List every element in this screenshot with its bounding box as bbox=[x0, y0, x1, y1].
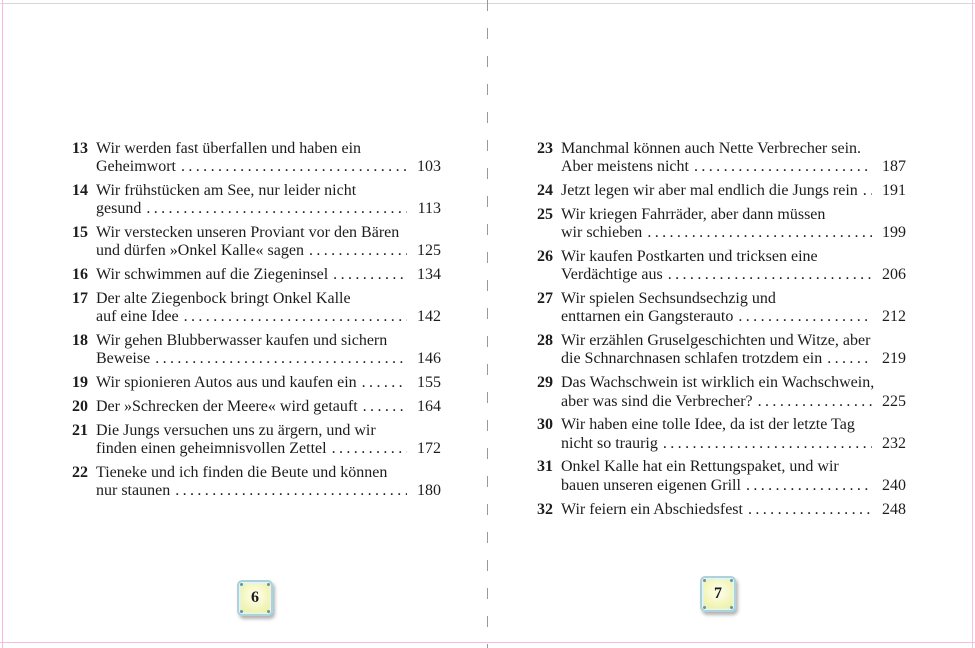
crop-line-right bbox=[972, 0, 973, 648]
chapter-title-line: nur staunen bbox=[96, 482, 171, 500]
toc-column-right bbox=[532, 140, 906, 524]
toc-entry bbox=[67, 398, 441, 416]
page-reference: 191 bbox=[882, 182, 906, 200]
toc-entry bbox=[532, 416, 906, 453]
page-reference: 240 bbox=[882, 476, 906, 494]
chapter-title-line: Wir frühstücken am See, nur leider nicht bbox=[96, 182, 357, 200]
toc-entry-body bbox=[561, 332, 906, 369]
chapter-title-line: auf eine Idee bbox=[96, 308, 179, 326]
toc-entry-body bbox=[561, 140, 906, 177]
chapter-title-line: Wir gehen Blubberwasser kaufen und sichern bbox=[96, 332, 388, 350]
toc-entry-body bbox=[561, 182, 906, 200]
toc-entry-last-line bbox=[561, 393, 906, 411]
dot-leader bbox=[668, 266, 872, 284]
dot-leader bbox=[647, 224, 872, 242]
toc-entry-body bbox=[96, 464, 441, 501]
toc-entry-body bbox=[96, 182, 441, 219]
toc-entry-last-line bbox=[96, 158, 441, 176]
toc-entry-body bbox=[96, 332, 441, 369]
chapter-title-line: Wir erzählen Gruselgeschichten und Witze, aber bbox=[561, 332, 871, 350]
chapter-title-line: enttarnen ein Gangsterauto bbox=[561, 308, 734, 326]
toc-entry bbox=[67, 332, 441, 369]
toc-entry-last-line bbox=[96, 350, 441, 368]
toc-entry bbox=[532, 206, 906, 243]
toc-entry bbox=[67, 464, 441, 501]
dot-leader bbox=[663, 435, 872, 453]
chapter-number: 26 bbox=[537, 247, 553, 265]
toc-entry-body bbox=[561, 248, 906, 285]
chapter-number: 28 bbox=[537, 332, 553, 350]
chapter-title-line: Onkel Kalle hat ein Rettungspaket, und wir bbox=[561, 458, 839, 476]
dot-leader bbox=[332, 440, 407, 458]
page-reference: 134 bbox=[417, 266, 441, 284]
toc-entry-body bbox=[96, 398, 441, 416]
chapter-title-line: Der »Schrecken der Meere« wird getauft bbox=[96, 398, 358, 416]
chapter-number: 23 bbox=[537, 140, 553, 157]
toc-entry-last-line bbox=[96, 266, 441, 284]
toc-entry-last-line bbox=[561, 477, 906, 495]
chapter-title-line: finden einen geheimnisvollen Zettel bbox=[96, 440, 327, 458]
folio-number: 7 bbox=[714, 585, 722, 602]
chapter-number: 19 bbox=[72, 374, 88, 392]
toc-entry-body bbox=[96, 224, 441, 261]
chapter-title-line: Geheimwort bbox=[96, 158, 176, 176]
dot-leader bbox=[181, 158, 407, 176]
chapter-number: 31 bbox=[537, 458, 553, 476]
toc-entry bbox=[532, 290, 906, 327]
toc-entry bbox=[532, 140, 906, 177]
chapter-title-line: Wir kaufen Postkarten und tricksen eine bbox=[561, 247, 818, 265]
dot-leader bbox=[827, 350, 872, 368]
trim-line-bottom bbox=[0, 642, 975, 643]
page-reference: 206 bbox=[882, 266, 906, 284]
toc-entry bbox=[67, 224, 441, 261]
page-reference: 142 bbox=[417, 308, 441, 326]
page-reference: 232 bbox=[882, 434, 906, 452]
toc-entry-body bbox=[561, 416, 906, 453]
dot-leader bbox=[748, 501, 872, 519]
dot-leader bbox=[309, 242, 407, 260]
chapter-title-line: aber was sind die Verbrecher? bbox=[561, 392, 753, 410]
toc-entry bbox=[67, 374, 441, 392]
toc-entry-body bbox=[561, 458, 906, 495]
trim-line-top bbox=[0, 3, 975, 4]
dot-leader bbox=[184, 308, 407, 326]
page-reference: 199 bbox=[882, 224, 906, 242]
chapter-number: 20 bbox=[72, 398, 88, 416]
dot-leader bbox=[362, 374, 407, 392]
dot-leader bbox=[333, 266, 407, 284]
chapter-number: 15 bbox=[72, 224, 88, 242]
toc-entry bbox=[532, 374, 906, 411]
toc-entry bbox=[532, 248, 906, 285]
folio-badge-left bbox=[237, 580, 273, 616]
toc-entry bbox=[532, 501, 906, 519]
toc-entry-last-line bbox=[96, 440, 441, 458]
toc-entry-last-line bbox=[561, 350, 906, 368]
dot-leader bbox=[694, 158, 872, 176]
chapter-title-line: und dürfen »Onkel Kalle« sagen bbox=[96, 242, 304, 260]
toc-entry bbox=[532, 332, 906, 369]
toc-entry-last-line bbox=[96, 308, 441, 326]
toc-entry bbox=[532, 458, 906, 495]
chapter-number: 14 bbox=[72, 182, 88, 200]
fold-dashed-line bbox=[487, 0, 488, 648]
toc-entry bbox=[67, 422, 441, 459]
page-reference: 146 bbox=[417, 350, 441, 368]
page-reference: 248 bbox=[882, 500, 906, 518]
toc-entry bbox=[67, 182, 441, 219]
toc-entry-last-line bbox=[561, 158, 906, 176]
toc-entry-last-line bbox=[96, 482, 441, 500]
chapter-title-line: nicht so traurig bbox=[561, 434, 658, 452]
dot-leader bbox=[155, 350, 407, 368]
chapter-title-line: Wir schwimmen auf die Ziegeninsel bbox=[96, 266, 329, 284]
chapter-title-line: bauen unseren eigenen Grill bbox=[561, 476, 741, 494]
chapter-title-line: Beweise bbox=[96, 350, 151, 368]
crop-line-left bbox=[2, 0, 3, 648]
toc-entry bbox=[67, 290, 441, 327]
chapter-title-line: Wir spionieren Autos aus und kaufen ein bbox=[96, 374, 357, 392]
toc-entry-last-line bbox=[561, 266, 906, 284]
toc-entry bbox=[67, 140, 441, 177]
page-reference: 172 bbox=[417, 440, 441, 458]
chapter-title-line: Wir verstecken unseren Proviant vor den Bären bbox=[96, 224, 400, 242]
page-reference: 125 bbox=[417, 242, 441, 260]
dot-leader bbox=[146, 200, 407, 218]
toc-entry-body bbox=[96, 140, 441, 177]
dot-leader bbox=[863, 182, 872, 200]
page-reference: 187 bbox=[882, 158, 906, 176]
chapter-title-line: Das Wachschwein ist wirklich ein Wachschwein, bbox=[561, 374, 875, 392]
toc-entry-body bbox=[561, 501, 906, 519]
chapter-title-line: Jetzt legen wir aber mal endlich die Jungs rein bbox=[561, 182, 858, 200]
page-reference: 219 bbox=[882, 350, 906, 368]
page-reference: 180 bbox=[417, 482, 441, 500]
chapter-title-line: wir schieben bbox=[561, 224, 643, 242]
chapter-number: 21 bbox=[72, 421, 88, 439]
chapter-number: 30 bbox=[537, 416, 553, 434]
chapter-title-line: Wir spielen Sechsundsechzig und bbox=[561, 290, 776, 308]
toc-entry-last-line bbox=[561, 501, 906, 519]
toc-entry-last-line bbox=[96, 200, 441, 218]
chapter-number: 22 bbox=[72, 463, 88, 481]
page-reference: 164 bbox=[417, 398, 441, 416]
page-reference: 155 bbox=[417, 374, 441, 392]
chapter-title-line: Verdächtige aus bbox=[561, 266, 663, 284]
dot-leader bbox=[746, 477, 872, 495]
dot-leader bbox=[758, 393, 872, 411]
toc-entry-body bbox=[561, 206, 906, 243]
toc-entry-last-line bbox=[561, 435, 906, 453]
page-reference: 212 bbox=[882, 308, 906, 326]
toc-entry-last-line bbox=[561, 308, 906, 326]
toc-entry-body bbox=[96, 266, 441, 284]
chapter-title-line: Aber meistens nicht bbox=[561, 158, 689, 176]
chapter-number: 24 bbox=[537, 182, 553, 200]
toc-column-left bbox=[67, 140, 441, 506]
toc-entry bbox=[67, 266, 441, 284]
dot-leader bbox=[175, 482, 407, 500]
toc-entry-last-line bbox=[561, 224, 906, 242]
chapter-number: 17 bbox=[72, 290, 88, 308]
dot-leader bbox=[738, 308, 872, 326]
chapter-title-line: Wir kriegen Fahrräder, aber dann müssen bbox=[561, 205, 826, 223]
chapter-number: 16 bbox=[72, 266, 88, 284]
toc-entry-body bbox=[96, 290, 441, 327]
toc-entry-last-line bbox=[561, 182, 906, 200]
toc-entry-body bbox=[561, 290, 906, 327]
chapter-number: 18 bbox=[72, 332, 88, 350]
chapter-number: 29 bbox=[537, 374, 553, 392]
toc-entry-last-line bbox=[96, 374, 441, 392]
dot-leader bbox=[363, 398, 407, 416]
chapter-title-line: Wir feiern ein Abschiedsfest bbox=[561, 500, 743, 518]
page-reference: 225 bbox=[882, 392, 906, 410]
chapter-title-line: Wir werden fast überfallen und haben ein bbox=[96, 140, 362, 157]
page-reference: 113 bbox=[417, 200, 441, 218]
chapter-number: 13 bbox=[72, 140, 88, 157]
chapter-title-line: die Schnarchnasen schlafen trotzdem ein bbox=[561, 350, 823, 368]
chapter-number: 32 bbox=[537, 500, 553, 518]
toc-entry-body bbox=[96, 374, 441, 392]
toc-entry-last-line bbox=[96, 398, 441, 416]
chapter-title-line: gesund bbox=[96, 200, 142, 218]
chapter-number: 25 bbox=[537, 205, 553, 223]
chapter-number: 27 bbox=[537, 290, 553, 308]
toc-entry bbox=[532, 182, 906, 200]
chapter-title-line: Die Jungs versuchen uns zu ärgern, und wir bbox=[96, 421, 376, 439]
chapter-title-line: Der alte Ziegenbock bringt Onkel Kalle bbox=[96, 290, 351, 308]
folio-badge-right bbox=[700, 576, 736, 612]
chapter-title-line: Wir haben eine tolle Idee, da ist der letzte Tag bbox=[561, 416, 855, 434]
toc-entry-last-line bbox=[96, 242, 441, 260]
chapter-title-line: Manchmal können auch Nette Verbrecher sein. bbox=[561, 140, 862, 157]
toc-entry-body bbox=[96, 422, 441, 459]
chapter-title-line: Tieneke und ich finden die Beute und können bbox=[96, 463, 388, 481]
page-reference: 103 bbox=[417, 158, 441, 176]
folio-number: 6 bbox=[251, 589, 259, 606]
toc-entry-body bbox=[561, 374, 906, 411]
